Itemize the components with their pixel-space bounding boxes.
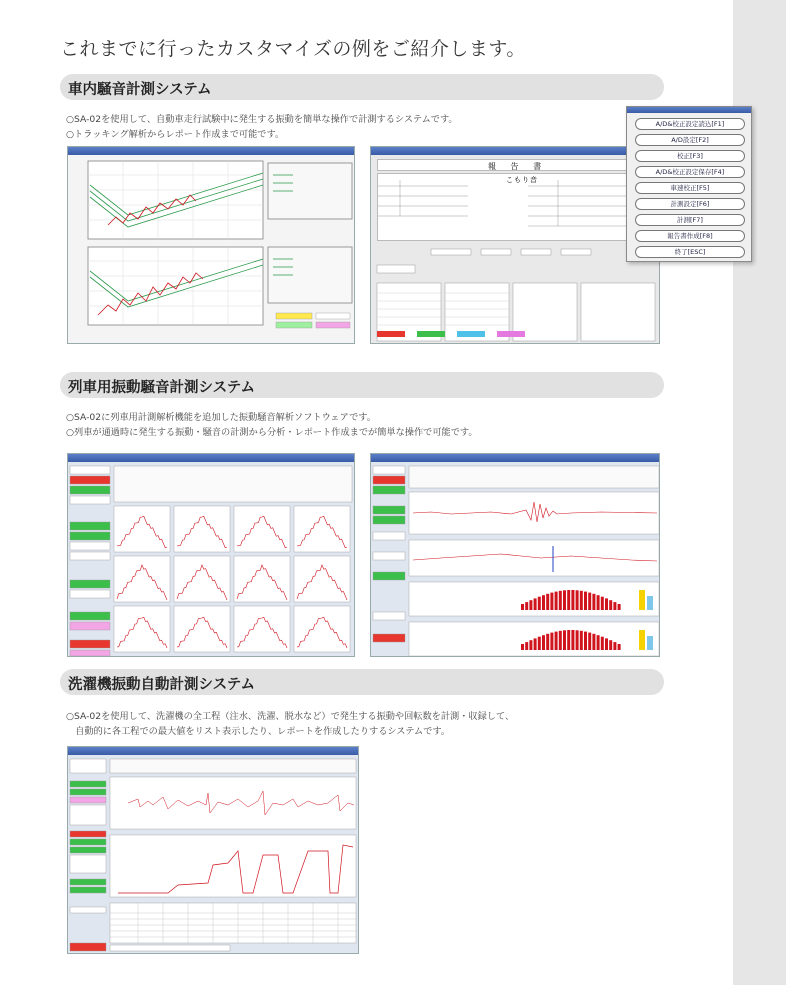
- description-line: ○SA-02を使用して、洗濯機の全工程（注水、洗濯、脱水など）で発生する振動や回転数を計測・収録して、: [66, 711, 515, 722]
- histogram-bar: [559, 631, 562, 650]
- histogram-bar: [555, 632, 558, 650]
- tracking-plot-svg: [68, 155, 355, 344]
- histogram-bar: [563, 630, 566, 650]
- histogram-bar: [534, 598, 537, 610]
- histogram-bar: [576, 590, 579, 610]
- histogram-bar: [588, 593, 591, 610]
- spectrum-plot-frame: [234, 606, 290, 652]
- description-line: ○列車が通過時に発生する振動・騒音の計測から分析・レポート作成までが簡単な操作で可能です。: [66, 427, 478, 438]
- description-line: 自動的に各工程での最大値をリスト表示したり、レポートを作成したりするシステムです。: [66, 726, 451, 737]
- spectrum-plot-frame: [294, 606, 350, 652]
- section-bar-car-noise: [60, 74, 664, 100]
- histogram-bar: [571, 590, 574, 610]
- histogram-bar: [584, 592, 587, 610]
- section-bar-washer: [60, 669, 664, 695]
- histogram-bar: [601, 597, 604, 610]
- histogram-bar: [521, 644, 524, 650]
- screenshot-washer: [67, 746, 359, 954]
- histogram-bar: [550, 593, 553, 610]
- histogram-bar: [588, 633, 591, 650]
- section-description: [66, 410, 478, 440]
- description-line: ○SA-02を使用して、自動車走行試験中に発生する振動を簡単な操作で計測するシステムです。: [66, 114, 458, 125]
- report-header-grid: [377, 173, 655, 241]
- histogram-bar: [618, 644, 621, 650]
- section-title: 洗濯機振動自動計測システム: [68, 677, 256, 693]
- histogram-bar: [605, 638, 608, 650]
- screenshot-report-form: [370, 146, 660, 344]
- histogram-bar: [567, 630, 570, 650]
- report-subtitle: こもり音: [506, 176, 538, 184]
- histogram-bar: [555, 592, 558, 610]
- histogram-bar: [571, 630, 574, 650]
- histogram-bar: [605, 598, 608, 610]
- section-bar-train: [60, 372, 664, 398]
- histogram-bar: [546, 634, 549, 650]
- histogram-bar: [580, 591, 583, 610]
- window-titlebar: [68, 454, 354, 462]
- spectrum-plot-frame: [234, 506, 290, 552]
- spectrum-plot-frame: [294, 506, 350, 552]
- histogram-bar: [538, 637, 541, 650]
- spectrum-plot-frame: [234, 556, 290, 602]
- histogram-bar: [550, 633, 553, 650]
- histogram-bar: [597, 635, 600, 650]
- histogram-bar: [584, 632, 587, 650]
- intro-heading: これまでに行ったカスタマイズの例をご紹介します。: [60, 38, 526, 60]
- spectrum-plot-frame: [174, 506, 230, 552]
- report-settings-svg: [371, 243, 660, 344]
- menu-button-speed-calib[interactable]: 車速校正[F5]: [635, 182, 745, 194]
- histogram-bar: [529, 600, 532, 610]
- screenshot-tracking-chart: [67, 146, 355, 344]
- description-line: ○SA-02に列車用計測解析機能を追加した振動騒音解析ソフトウェアです。: [66, 412, 376, 423]
- histogram-bar: [534, 638, 537, 650]
- histogram-bar: [592, 594, 595, 610]
- window-titlebar: [68, 747, 358, 755]
- histogram-bar: [525, 602, 528, 610]
- menu-button-ad-settings[interactable]: A/D設定[F2]: [635, 134, 745, 146]
- menu-button-calibrate[interactable]: 校正[F3]: [635, 150, 745, 162]
- window-titlebar: [371, 147, 659, 155]
- histogram-bar: [559, 591, 562, 610]
- section-title: 車内騒音計測システム: [68, 82, 212, 98]
- histogram-bar: [521, 604, 524, 610]
- spectrum-plots: [114, 506, 350, 652]
- histogram-bar: [597, 595, 600, 610]
- section-title: 列車用振動騒音計測システム: [68, 380, 256, 396]
- section-description: [66, 709, 514, 739]
- histogram-bar: [542, 635, 545, 650]
- screenshot-train-spectra: [67, 453, 355, 657]
- window-titlebar: [68, 147, 354, 155]
- histogram-bar: [592, 634, 595, 650]
- menu-button-report[interactable]: 報告書作成[F8]: [635, 230, 745, 242]
- histogram-bar: [613, 602, 616, 610]
- function-menu-panel: [626, 106, 752, 262]
- spectrum-plot-frame: [174, 556, 230, 602]
- spectrum-plot-frame: [174, 606, 230, 652]
- section-description: [66, 112, 458, 142]
- report-title-box: [377, 159, 655, 171]
- histogram-bar: [580, 631, 583, 650]
- window-titlebar: [371, 454, 659, 462]
- screenshot-train-waveform: [370, 453, 660, 657]
- description-line: ○トラッキング解析からレポート作成まで可能です。: [66, 129, 285, 140]
- histogram-bar: [542, 595, 545, 610]
- window-titlebar: [627, 107, 751, 113]
- menu-button-ad-calib-save[interactable]: A/D&校正設定保存[F4]: [635, 166, 745, 178]
- histogram-bar: [601, 637, 604, 650]
- histogram-bar: [609, 600, 612, 610]
- histogram-bar: [538, 597, 541, 610]
- histogram-bar: [529, 640, 532, 650]
- histogram-bar: [563, 590, 566, 610]
- train-waveform-svg: [371, 462, 660, 657]
- histogram-bar: [525, 642, 528, 650]
- spectrum-plot-frame: [114, 506, 170, 552]
- histogram-bar: [576, 630, 579, 650]
- histogram-bar: [567, 590, 570, 610]
- histogram-bar: [613, 642, 616, 650]
- menu-button-exit[interactable]: 終了[ESC]: [635, 246, 745, 258]
- menu-button-measure-settings[interactable]: 計測設定[F6]: [635, 198, 745, 210]
- histogram-bar: [618, 604, 621, 610]
- washer-svg: [68, 755, 359, 954]
- histogram-bar: [546, 594, 549, 610]
- histogram-bar: [609, 640, 612, 650]
- menu-button-measure[interactable]: 計測[F7]: [635, 214, 745, 226]
- report-title: 報 告 書: [488, 162, 548, 171]
- menu-button-ad-calib-load[interactable]: A/D&校正設定読込[F1]: [635, 118, 745, 130]
- spectrum-plot-frame: [114, 606, 170, 652]
- train-spectra-svg: [68, 462, 355, 657]
- spectrum-plot-frame: [114, 556, 170, 602]
- spectrum-plot-frame: [294, 556, 350, 602]
